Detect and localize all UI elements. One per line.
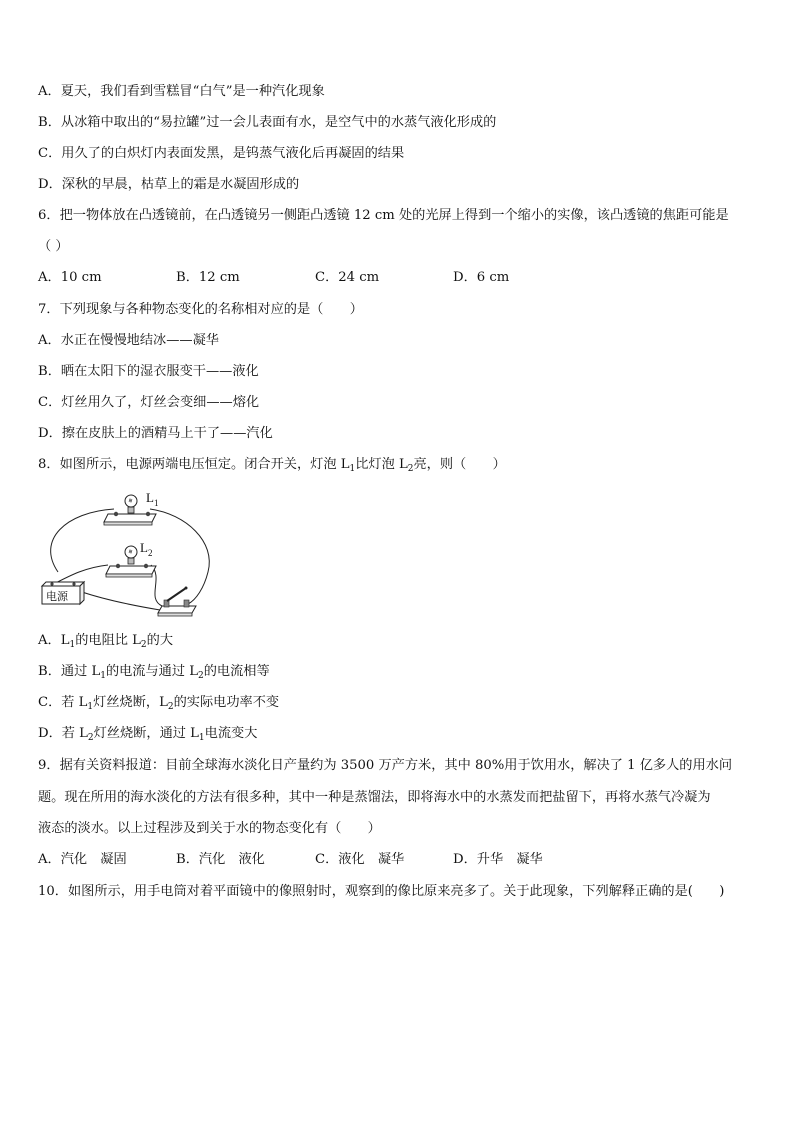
q9-options [38, 851, 758, 869]
q5-option-b: B．从冰箱中取出的“易拉罐”过一会儿表面有水，是空气中的水蒸气液化形成的 [38, 115, 497, 130]
lamp-2-label: $L_2$ [140, 540, 153, 558]
q9-option-a: A．汽化 凝固 [38, 852, 127, 867]
q6-option-d: D．6 cm [453, 270, 510, 285]
q5-option-d: D．深秋的早晨，枯草上的霜是水凝固形成的 [38, 177, 300, 192]
q7-option-d: D．擦在皮肤上的酒精马上干了——汽化 [38, 426, 273, 441]
q9-option-c: C．液化 凝华 [315, 852, 405, 867]
q8-option-c: C．若 $L_1$灯丝烧断，$L_2$的实际电功率不变 [38, 695, 280, 712]
q6-options [38, 269, 758, 287]
power-source-label: 电源 [46, 590, 68, 603]
circuit-diagram [36, 488, 222, 618]
q5-option-c: C．用久了的白炽灯内表面发黑，是钨蒸气液化后再凝固的结果 [38, 146, 405, 161]
q6-option-b: B．12 cm [176, 270, 240, 285]
q9-option-b: B．汽化 液化 [176, 852, 265, 867]
q8-stem: 8．如图所示，电源两端电压恒定。闭合开关，灯泡 $L_1$比灯泡 $L_2$亮，则（ ） [38, 457, 506, 474]
lamp-1-label: $L_1$ [146, 490, 159, 508]
q8-option-a: A．$L_1$的电阻比 $L_2$的大 [38, 633, 174, 650]
q9-stem-line-1: 9．据有关资料报道：目前全球海水淡化日产量约为 3500 万产方米，其中 80%用于饮用水，解决了 1 亿多人的用水问 [38, 758, 733, 773]
q6-stem: 6．把一物体放在凸透镜前，在凸透镜另一侧距凸透镜 12 cm 处的光屏上得到一个缩小的实像，该凸透镜的焦距可能是 [38, 208, 729, 223]
q9-stem-line-3: 液态的淡水。以上过程涉及到关于水的物态变化有（ ） [38, 821, 381, 836]
q8-option-b: B．通过 $L_1$的电流与通过 $L_2$的电流相等 [38, 664, 270, 681]
q7-option-b: B．晒在太阳下的湿衣服变干——液化 [38, 364, 259, 379]
q9-stem-line-2: 题。现在所用的海水淡化的方法有很多种，其中一种是蒸馏法，即将海水中的水蒸发而把盐留下，再将水蒸气冷凝为 [38, 790, 711, 805]
q8-option-d: D．若 $L_2$灯丝烧断，通过 $L_1$电流变大 [38, 726, 258, 743]
q5-option-a: A．夏天，我们看到雪糕冒“白气”是一种汽化现象 [38, 84, 325, 99]
q7-option-a: A．水正在慢慢地结冰——凝华 [38, 333, 219, 348]
q6-option-c: C．24 cm [315, 270, 380, 285]
q9-option-d: D．升华 凝华 [453, 852, 543, 867]
q6-option-a: A．10 cm [38, 270, 102, 285]
q10-stem: 10．如图所示，用手电筒对着平面镜中的像照射时，观察到的像比原来亮多了。关于此现象，下列解释正确的是( ) [38, 884, 725, 899]
q7-stem: 7．下列现象与各种物态变化的名称相对应的是（ ） [38, 302, 363, 317]
q6-answer-bracket: （ ） [38, 239, 69, 254]
switch [158, 587, 196, 617]
q7-option-c: C．灯丝用久了，灯丝会变细——熔化 [38, 395, 260, 410]
